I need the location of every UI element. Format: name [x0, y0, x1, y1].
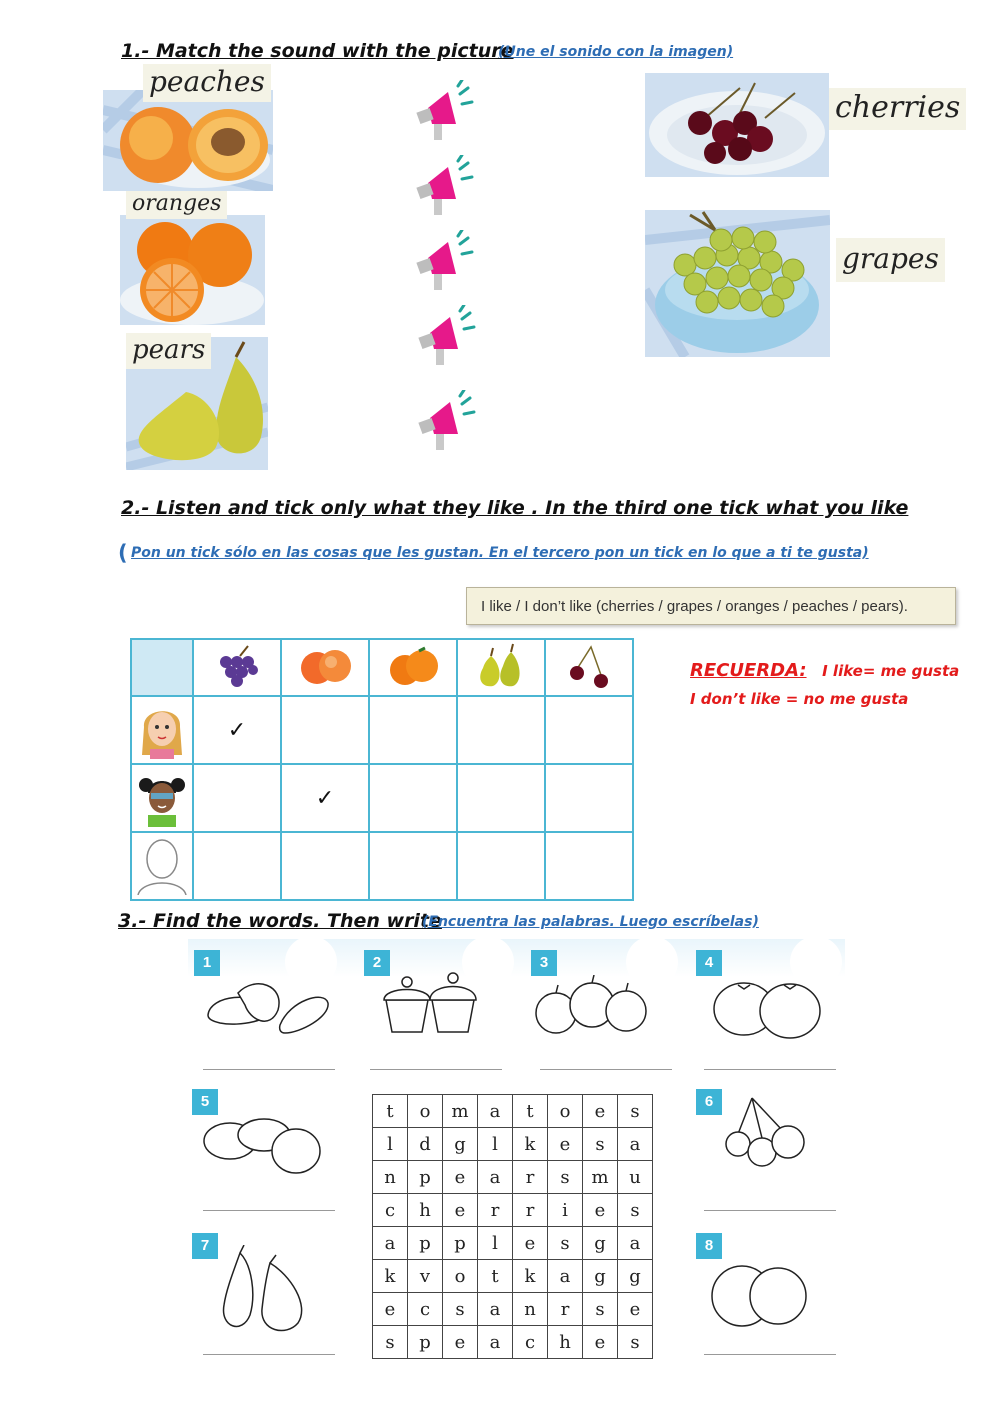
word-search-cell[interactable]: s: [443, 1293, 478, 1326]
tick-cell[interactable]: [457, 696, 545, 764]
number-badge-5: 5: [192, 1089, 218, 1115]
grapes-illustration: [645, 210, 830, 357]
answer-line-6[interactable]: [704, 1210, 836, 1211]
word-search-cell[interactable]: e: [618, 1293, 653, 1326]
number-badge-3: 3: [531, 950, 557, 976]
tick-cell[interactable]: [545, 832, 633, 900]
word-search-cell[interactable]: o: [548, 1095, 583, 1128]
word-search-cell[interactable]: r: [513, 1161, 548, 1194]
word-search-row: [373, 1260, 653, 1293]
word-search-cell[interactable]: c: [513, 1326, 548, 1359]
row-avatar-cell: [131, 832, 193, 900]
ex3-title: 3.- Find the words. Then write: [118, 910, 442, 932]
word-search-cell[interactable]: s: [618, 1194, 653, 1227]
tick-cell[interactable]: [193, 832, 281, 900]
apples-drawing: [534, 975, 649, 1040]
peaches-picture[interactable]: [103, 90, 273, 191]
word-search-cell[interactable]: a: [478, 1293, 513, 1326]
megaphone-icon[interactable]: [416, 390, 476, 456]
row-avatar-cell: [131, 764, 193, 832]
pears-drawing: [220, 1245, 315, 1335]
word-search-row: [373, 1326, 653, 1359]
word-search-cell[interactable]: s: [583, 1128, 618, 1161]
answer-line-3[interactable]: [540, 1069, 672, 1070]
word-search-cell[interactable]: d: [408, 1128, 443, 1161]
label-cherries: cherries: [829, 88, 966, 130]
tick-cell[interactable]: [369, 696, 457, 764]
word-search-cell[interactable]: c: [373, 1194, 408, 1227]
recuerda-label: RECUERDA:: [690, 660, 807, 681]
tick-cell[interactable]: [457, 764, 545, 832]
word-search-cell[interactable]: s: [548, 1227, 583, 1260]
number-badge-2: 2: [364, 950, 390, 976]
word-search-cell[interactable]: r: [548, 1293, 583, 1326]
word-search-cell[interactable]: m: [443, 1095, 478, 1128]
word-search-cell[interactable]: k: [373, 1260, 408, 1293]
col-pears: [457, 639, 545, 696]
answer-line-8[interactable]: [704, 1354, 836, 1355]
word-search-cell[interactable]: s: [618, 1326, 653, 1359]
word-search-cell[interactable]: a: [478, 1326, 513, 1359]
peaches-illustration: [103, 90, 273, 191]
answer-line-2[interactable]: [370, 1069, 502, 1070]
oranges-picture[interactable]: [120, 215, 265, 325]
word-search-cell[interactable]: a: [478, 1161, 513, 1194]
table-row-3: [131, 832, 633, 900]
table-header-row: [131, 639, 633, 696]
col-oranges: [369, 639, 457, 696]
word-search-cell[interactable]: p: [408, 1161, 443, 1194]
number-badge-7: 7: [192, 1233, 218, 1259]
word-search-grid: [372, 1094, 653, 1359]
word-search-row: [373, 1128, 653, 1161]
tick-cell[interactable]: [369, 832, 457, 900]
likes-table: [130, 638, 634, 901]
word-search-cell[interactable]: h: [548, 1326, 583, 1359]
word-search-cell[interactable]: a: [618, 1128, 653, 1161]
peaches-drawing: [710, 1260, 810, 1330]
label-pears: pears: [126, 333, 211, 369]
word-search-cell[interactable]: e: [443, 1161, 478, 1194]
answer-line-7[interactable]: [203, 1354, 335, 1355]
word-search-cell[interactable]: r: [478, 1194, 513, 1227]
word-search-row: [373, 1194, 653, 1227]
tick-cell[interactable]: [281, 696, 369, 764]
word-search-row: [373, 1161, 653, 1194]
word-search-cell[interactable]: i: [548, 1194, 583, 1227]
word-search-cell[interactable]: u: [618, 1161, 653, 1194]
col-cherries: [545, 639, 633, 696]
word-search-cell[interactable]: s: [583, 1293, 618, 1326]
girl-dark-hair-avatar: [134, 765, 190, 827]
tick-cell[interactable]: [281, 832, 369, 900]
word-search-cell[interactable]: h: [408, 1194, 443, 1227]
tick-cell[interactable]: [193, 764, 281, 832]
label-grapes: grapes: [836, 238, 945, 282]
ex1-title: 1.- Match the sound with the picture: [121, 40, 514, 62]
word-search-cell[interactable]: s: [618, 1095, 653, 1128]
grapes-icon: [212, 644, 262, 688]
word-search-cell[interactable]: l: [478, 1128, 513, 1161]
number-badge-4: 4: [696, 950, 722, 976]
tick-cell[interactable]: [193, 696, 281, 764]
answer-line-1[interactable]: [203, 1069, 335, 1070]
number-badge-8: 8: [696, 1233, 722, 1259]
answer-line-4[interactable]: [704, 1069, 836, 1070]
word-search-cell[interactable]: e: [583, 1326, 618, 1359]
word-search-cell[interactable]: o: [408, 1095, 443, 1128]
megaphone-icon[interactable]: [416, 305, 476, 371]
recuerda-line-1: [690, 660, 959, 681]
bananas-drawing: [200, 975, 335, 1040]
word-search-cell[interactable]: t: [478, 1260, 513, 1293]
tick-cell[interactable]: [369, 764, 457, 832]
word-search-cell[interactable]: l: [478, 1227, 513, 1260]
number-badge-1: 1: [194, 950, 220, 976]
word-search-cell[interactable]: e: [443, 1326, 478, 1359]
recuerda-dislike: I don’t like = no me gusta: [690, 690, 909, 708]
tick-mark: ✓: [227, 717, 247, 743]
row-avatar-cell: [131, 696, 193, 764]
word-search-cell[interactable]: a: [478, 1095, 513, 1128]
word-search-cell[interactable]: o: [443, 1260, 478, 1293]
word-search-cell[interactable]: e: [373, 1293, 408, 1326]
oranges-illustration: [120, 215, 265, 325]
word-search-cell[interactable]: n: [373, 1161, 408, 1194]
label-oranges: oranges: [126, 191, 227, 219]
col-peaches: [281, 639, 369, 696]
word-search-row: [373, 1095, 653, 1128]
word-search-cell[interactable]: p: [408, 1326, 443, 1359]
word-search-cell[interactable]: g: [443, 1128, 478, 1161]
cherries-drawing: [722, 1094, 812, 1174]
word-search-cell[interactable]: a: [618, 1227, 653, 1260]
grapes-picture[interactable]: [645, 210, 830, 357]
tomatoes-drawing: [712, 975, 827, 1040]
blank-face-avatar: [134, 833, 190, 895]
header-corner: [131, 639, 193, 696]
tick-cell[interactable]: [545, 696, 633, 764]
word-search-cell[interactable]: t: [513, 1095, 548, 1128]
word-search-cell[interactable]: e: [583, 1194, 618, 1227]
peaches-icon: [297, 644, 353, 688]
word-search-cell[interactable]: e: [548, 1128, 583, 1161]
number-badge-6: 6: [696, 1089, 722, 1115]
cherries-picture[interactable]: [645, 73, 829, 177]
ex2-title: 2.- Listen and tick only what they like . In the third one tick what you like: [121, 497, 909, 519]
answer-line-5[interactable]: [203, 1210, 335, 1211]
word-search-cell[interactable]: t: [373, 1095, 408, 1128]
word-search-cell[interactable]: s: [373, 1326, 408, 1359]
ex1-subtitle: (Une el sonido con la imagen): [498, 44, 734, 60]
ex2-subtitle-paren: (: [118, 541, 128, 565]
word-search-cell[interactable]: s: [548, 1161, 583, 1194]
word-search-cell[interactable]: v: [408, 1260, 443, 1293]
word-search-row: [373, 1227, 653, 1260]
word-search-cell[interactable]: n: [513, 1293, 548, 1326]
label-peaches: peaches: [143, 64, 271, 102]
word-search-cell[interactable]: e: [513, 1227, 548, 1260]
word-search-cell[interactable]: k: [513, 1128, 548, 1161]
word-search-cell[interactable]: g: [618, 1260, 653, 1293]
word-search-cell[interactable]: l: [373, 1128, 408, 1161]
word-search-cell[interactable]: r: [513, 1194, 548, 1227]
word-search-cell[interactable]: a: [548, 1260, 583, 1293]
tick-cell[interactable]: [457, 832, 545, 900]
word-search-cell[interactable]: k: [513, 1260, 548, 1293]
tick-cell[interactable]: [545, 764, 633, 832]
table-row-2: [131, 764, 633, 832]
cherries-icon: [561, 641, 617, 691]
word-search-cell[interactable]: a: [373, 1227, 408, 1260]
word-search-cell[interactable]: m: [583, 1161, 618, 1194]
table-row-1: [131, 696, 633, 764]
megaphone-icon[interactable]: [414, 80, 474, 146]
tick-mark: ✓: [315, 785, 335, 811]
oranges-icon: [385, 644, 441, 688]
word-search-cell[interactable]: g: [583, 1260, 618, 1293]
word-search-row: [373, 1293, 653, 1326]
ex3-subtitle: (Encuentra las palabras. Luego escríbelas): [422, 914, 759, 930]
ex2-subtitle: Pon un tick sólo en las cosas que les gustan. En el tercero pon un tick en lo que a ti te gusta): [131, 545, 869, 561]
tick-cell[interactable]: [281, 764, 369, 832]
word-search-cell[interactable]: e: [443, 1194, 478, 1227]
word-search-cell[interactable]: p: [443, 1227, 478, 1260]
cherries-illustration: [645, 73, 829, 177]
recuerda-like: I like= me gusta: [822, 662, 960, 680]
megaphone-icon[interactable]: [414, 155, 474, 221]
word-search-cell[interactable]: g: [583, 1227, 618, 1260]
megaphone-icon[interactable]: [414, 230, 474, 296]
word-search-cell[interactable]: e: [583, 1095, 618, 1128]
word-search-cell[interactable]: p: [408, 1227, 443, 1260]
cupcakes-drawing: [380, 968, 480, 1038]
girl-blonde-avatar: [134, 697, 190, 759]
phrase-box: I like / I don’t like (cherries / grapes / oranges / peaches / pears).: [466, 587, 956, 625]
col-grapes: [193, 639, 281, 696]
pears-icon: [473, 642, 529, 690]
lemons-drawing: [200, 1115, 325, 1180]
word-search-cell[interactable]: c: [408, 1293, 443, 1326]
